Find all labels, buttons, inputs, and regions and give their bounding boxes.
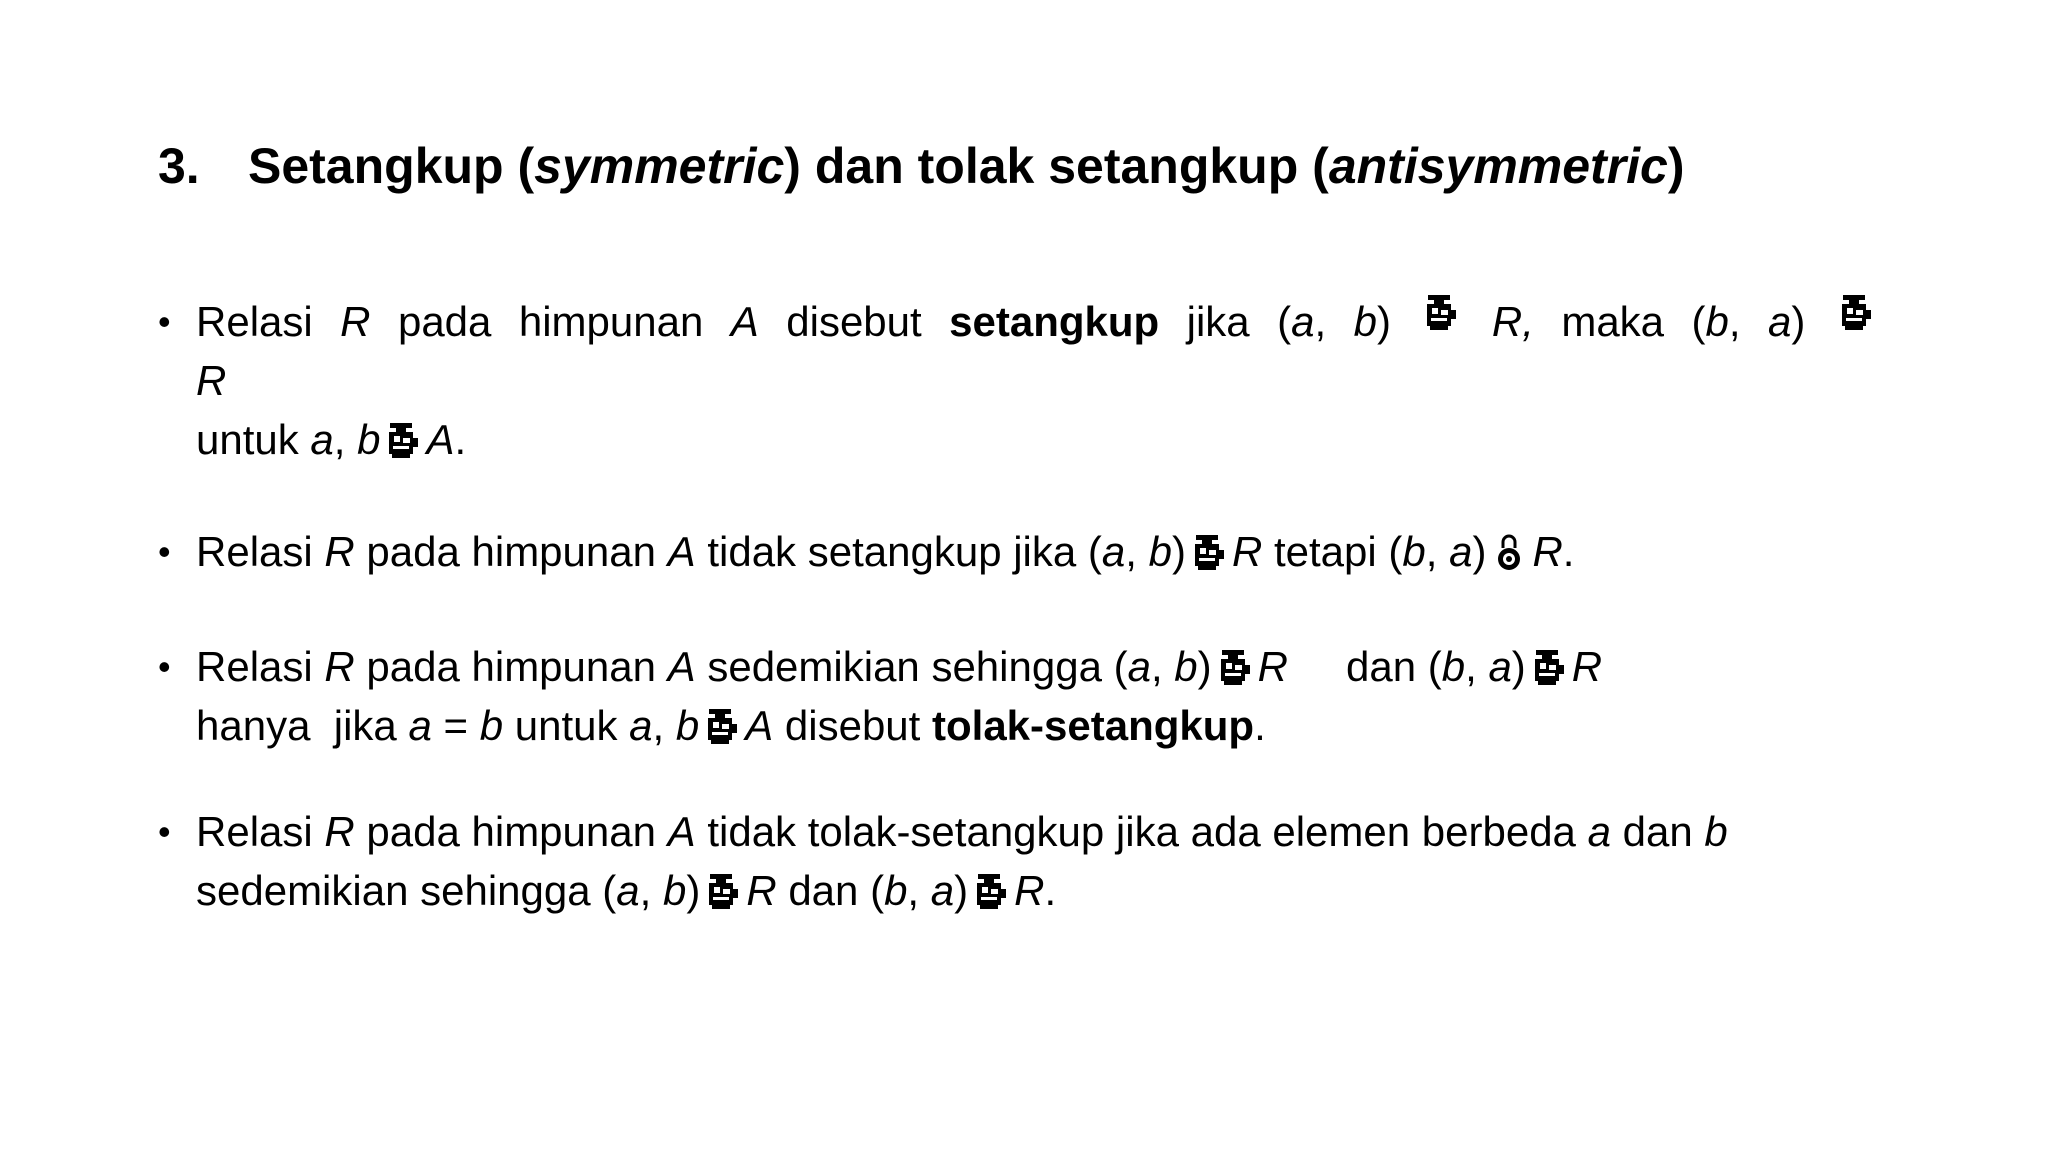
var-R: R, [1491,298,1534,345]
bullet-line [196,351,1916,410]
element-of-broken-glyph-icon [1192,532,1226,572]
word: jika [1186,298,1250,345]
term-setangkup: setangkup [949,298,1160,345]
bullet-symmetric-definition [158,292,1916,469]
var-R: R [340,298,371,345]
title-text-2: ) dan tolak setangkup ( [784,138,1329,194]
bullet-not-symmetric [158,522,1916,581]
element-of-broken-glyph-icon [705,706,739,746]
pair-b-close: b) [1353,298,1391,345]
pair-a-b: (a, [1277,298,1327,345]
element-of-broken-glyph-icon [974,871,1008,911]
element-of-broken-glyph-icon [1532,647,1566,687]
bullet-line: Relasi R pada himpunan A tidak tolak-setangkup jika ada elemen berbeda a dan b [196,808,1728,855]
term-tolak-setangkup: tolak-setangkup [932,702,1255,749]
slide-title [158,134,1958,198]
element-of-broken-glyph-icon [1218,647,1252,687]
title-text-1: Setangkup ( [248,138,535,194]
title-number: 3. [158,138,200,194]
title-antisymmetric: antisymmetric [1328,138,1668,194]
not-element-of-broken-glyph-icon [1492,532,1526,572]
bullet-line: sedemikian sehingga (a, b) R dan (b, a) R. [196,867,1057,914]
bullet-dot: • [158,531,171,572]
bullet-line: untuk a, b A. [196,416,467,463]
element-of-broken-glyph-icon [1424,292,1458,332]
bullet-line: hanya jika a = b untuk a, b A disebut tolak-setangkup. [196,702,1266,749]
bullet-dot: • [158,811,171,852]
var-R: R [196,357,227,404]
word: maka [1561,298,1665,345]
bullet-line: Relasi R pada himpunan A sedemikian sehingga (a, b) R dan (b, a) R [196,643,1603,690]
word: pada [397,298,492,345]
element-of-broken-glyph-icon [1839,292,1873,332]
title-text-3: ) [1667,138,1685,194]
bullet-line [196,292,1879,351]
bullet-line: Relasi R pada himpunan A tidak setangkup jika (a, b) R tetapi (b, a) R. [196,528,1575,575]
bullet-not-antisymmetric [158,802,1916,920]
title-symmetric: symmetric [534,138,785,194]
bullet-antisymmetric-definition [158,637,1916,755]
word: Relasi [196,298,313,345]
pair-b-a: (b, [1691,298,1741,345]
var-A: A [730,298,759,345]
bullet-dot: • [158,301,171,342]
bullet-dot: • [158,646,171,687]
pair-a-close: a) [1767,298,1806,345]
word: disebut [786,298,922,345]
element-of-broken-glyph-icon [386,420,420,460]
word: himpunan [518,298,704,345]
element-of-broken-glyph-icon [706,871,740,911]
